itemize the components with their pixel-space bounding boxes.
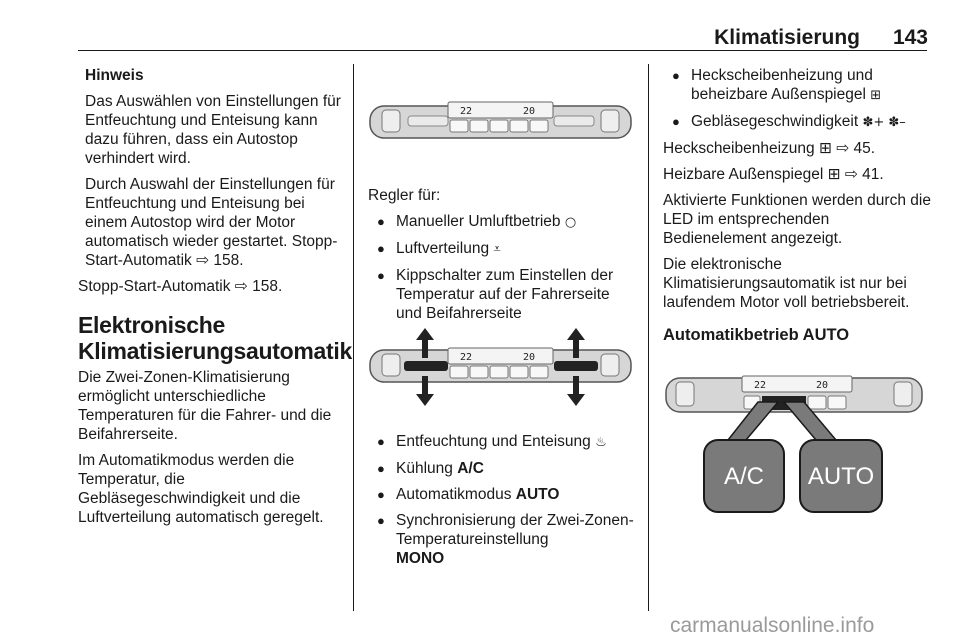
- list-item: ● Entfeuchtung und Enteisung ♨: [368, 432, 638, 452]
- panel2-temp-left: 22: [460, 352, 473, 363]
- list-item: ● Synchronisierung der Zwei-Zonen-Temperatureinstellung MONO: [368, 511, 638, 568]
- list-item: ● Kühlung A/C: [368, 459, 638, 478]
- rear-window-reference: Heckscheibenheizung ⊞ ⇨ 45.: [663, 140, 876, 157]
- list-item: ● Heckscheibenheizung und beheizbare Außenspiegel ⊞: [663, 66, 933, 105]
- panel3-temp-right: 20: [816, 380, 829, 391]
- list-item: ● Kippschalter zum Einstellen der Temperatur auf der Fahrerseite und Beifahrerseite: [368, 266, 638, 323]
- note-label: Hinweis: [85, 67, 144, 84]
- page-header-title: Klimatisierung: [714, 26, 860, 49]
- intro-paragraph-2: Im Automatikmodus werden die Temperatur, die Gebläsegeschwindigkeit und die Luftverteilung automatisch geregelt.: [78, 452, 324, 526]
- list-item: ● Luftverteilung ⩡: [368, 239, 638, 259]
- callout-auto-button: AUTO: [807, 463, 875, 490]
- led-paragraph: Aktivierte Funktionen werden durch die LED im entsprechenden Bedienelement angezeigt.: [663, 192, 931, 247]
- stop-start-reference: Stopp-Start-Automatik ⇨ 158.: [78, 278, 283, 295]
- climate-panel-figure-3: [664, 368, 926, 518]
- panel1-temp-right: 20: [523, 106, 536, 117]
- left-column: [78, 66, 352, 534]
- defrost-icon: ♨: [595, 435, 607, 450]
- fan-speed-icon: ✽+ ✽–: [862, 115, 906, 130]
- list-item: ● Manueller Umluftbetrieb ○: [368, 212, 638, 232]
- air-distribution-icon: ⩡: [493, 242, 501, 257]
- climate-panel-figure-2: [368, 328, 633, 406]
- note-paragraph-2: Durch Auswahl der Einstellungen für Entfeuchtung und Enteisung bei einem Autostop wird der Motor automatisch wieder gestartet. Stopp-Start-Automatik ⇨ 158.: [85, 176, 338, 269]
- panel1-temp-left: 22: [460, 106, 473, 117]
- engine-paragraph: Die elektronische Klimatisierungsautomatik ist nur bei laufendem Motor voll betriebsbereit.: [663, 256, 910, 311]
- page-number: 143: [892, 26, 928, 49]
- middle-column-upper: [368, 186, 638, 330]
- auto-mode-heading: Automatikbetrieb AUTO: [663, 326, 850, 344]
- note-block: [78, 66, 343, 270]
- climate-panel-figure-1: [368, 98, 633, 148]
- right-column: [663, 66, 933, 345]
- rear-window-heating-icon: ⊞: [870, 88, 882, 103]
- column-divider-2: [648, 64, 649, 611]
- header-rule: [78, 50, 927, 51]
- controls-list-3: [663, 66, 933, 132]
- regler-intro: Regler für:: [368, 187, 441, 204]
- panel3-temp-left: 22: [754, 380, 767, 391]
- list-item: ● Gebläsegeschwindigkeit ✽+ ✽–: [663, 112, 933, 132]
- controls-list-1: [368, 212, 638, 323]
- note-paragraph-1: Das Auswählen von Einstellungen für Entfeuchtung und Enteisung kann dazu führen, dass ein Autostop verhindert wird.: [85, 93, 341, 167]
- callout-ac-button: A/C: [723, 463, 765, 490]
- mirror-heating-reference: Heizbare Außenspiegel ⊞ ⇨ 41.: [663, 166, 884, 183]
- section-heading: Elektronische Klimatisierungsautomatik: [78, 312, 352, 364]
- panel2-temp-right: 20: [523, 352, 536, 363]
- intro-paragraph-1: Die Zwei-Zonen-Klimatisierung ermöglicht unterschiedliche Temperaturen für die Fahrer- und die Beifahrerseite.: [78, 369, 332, 443]
- column-divider-1: [353, 64, 354, 611]
- middle-column-lower: [368, 432, 638, 575]
- controls-list-2: [368, 432, 638, 568]
- list-item: ● Automatikmodus AUTO: [368, 485, 638, 504]
- recirculation-icon: ○: [564, 215, 577, 230]
- watermark: carmanualsonline.info: [670, 614, 875, 637]
